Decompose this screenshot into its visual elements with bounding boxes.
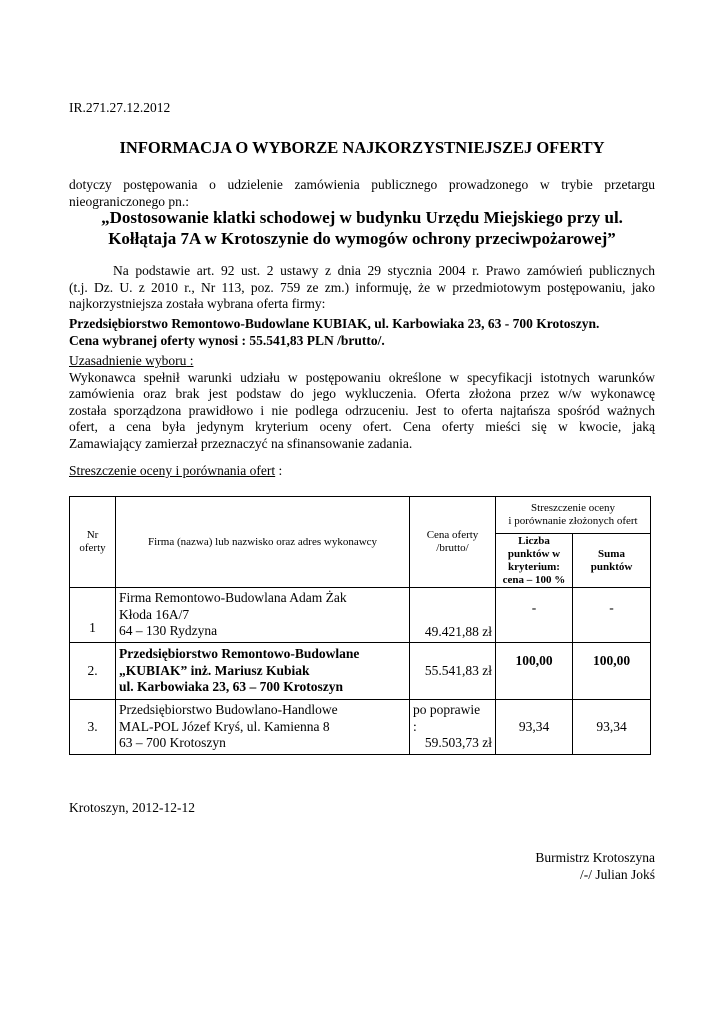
basis-line-3: najkorzystniejsza została wybrana oferta firmy: (69, 296, 326, 312)
table-row (70, 588, 651, 643)
basis-line-1: Na podstawie art. 92 ust. 2 ustawy z dnia 29 stycznia 2004 r. Prawo zamówień publicznych (113, 263, 655, 278)
row-3-points: 93,34 (496, 700, 573, 755)
summary-heading-line (69, 463, 655, 480)
row-2-sum: 100,00 (573, 643, 651, 700)
table-header-row-1 (70, 497, 651, 534)
row-1-points: - (496, 588, 573, 643)
header-price: Cena oferty /brutto/ (410, 497, 496, 588)
table-row (70, 643, 651, 700)
justification-line-4: ofert, a cena była jedynym kryterium oceny ofert. Cena oferty mieści się w kwocie, jaką (69, 419, 655, 435)
justification-line-5: Zamawiający zamierzał przeznaczyć na sfinansowanie zadania. (69, 435, 413, 451)
row-2-points: 100,00 (496, 643, 573, 700)
reference-number: IR.271.27.12.2012 (69, 100, 171, 115)
header-nr: Nr oferty (70, 497, 116, 588)
row-1-firm: Firma Remontowo-Budowlana Adam Żak Kłoda 16A/7 64 – 130 Rydzyna (116, 588, 410, 643)
row-3-nr: 3. (70, 700, 116, 755)
justification-heading: Uzasadnienie wyboru (69, 353, 187, 368)
row-2-price: 55.541,83 zł (410, 643, 496, 700)
legal-basis-paragraph (69, 263, 655, 313)
row-1-nr: 1 (70, 588, 116, 643)
justification-heading-line (69, 353, 655, 370)
winning-price-line: Cena wybranej oferty wynosi : 55.541,83 PLN /brutto/. (69, 332, 385, 348)
header-sum: Suma punktów (573, 534, 651, 588)
intro-line-1: dotyczy postępowania o udzielenie zamówienia publicznego prowadzonego w trybie przetargu (69, 177, 655, 192)
row-1-price: 49.421,88 zł (410, 588, 496, 643)
row-3-firm: Przedsiębiorstwo Budowlano-Handlowe MAL-POL Józef Kryś, ul. Kamienna 8 63 – 700 Krotoszyn (116, 700, 410, 755)
row-2-firm: Przedsiębiorstwo Remontowo-Budowlane „KUBIAK” inż. Mariusz Kubiak ul. Karbowiaka 23, 63 – 700 Krotoszyn (116, 643, 410, 700)
subject-line-1: „Dostosowanie klatki schodowej w budynku Urzędu Miejskiego przy ul. (101, 208, 623, 227)
row-2-nr: 2. (70, 643, 116, 700)
signature-block (535, 850, 655, 884)
winner-line: Przedsiębiorstwo Remontowo-Budowlane KUBIAK, ul. Karbowiaka 23, 63 - 700 Krotoszyn. (69, 316, 600, 331)
signer-name: /-/ Julian Jokś (579, 866, 655, 882)
summary-heading-colon: : (275, 463, 283, 478)
header-points: Liczba punktów w kryterium: cena – 100 % (496, 534, 573, 588)
justification-line-3: została sporządzona prawidłowo i nie podlega odrzuceniu. Jest to oferta najtańsza spośród ważnych (69, 402, 655, 418)
signer-title: Burmistrz Krotoszyna (535, 850, 655, 865)
justification-line-1: Wykonawca spełnił warunki udziału w postępowaniu określone w specyfikacji istotnych warunków (69, 369, 655, 385)
offers-table (69, 496, 651, 755)
winner-paragraph (69, 316, 655, 349)
header-summary: Streszczenie oceny i porównanie złożonych ofert (496, 497, 651, 534)
subject-line-2: Kołłątaja 7A w Krotoszynie do wymogów ochrony przeciwpożarowej” (108, 229, 616, 248)
summary-heading: Streszczenie oceny i porównania ofert (69, 463, 276, 478)
row-3-sum: 93,34 (573, 700, 651, 755)
basis-line-2: (t.j. Dz. U. z 2010 r., Nr 113, poz. 759 ze zm.) informuję, że w przedmiotowym postępowaniu, jako (69, 279, 655, 295)
justification-heading-colon: : (186, 353, 194, 368)
intro-paragraph (69, 177, 655, 210)
document-title: INFORMACJA O WYBORZE NAJKORZYSTNIEJSZEJ OFERTY (119, 138, 605, 157)
justification-line-2: zamówienia oraz brak jest podstaw do jego wykluczenia. Oferta złożona przez w/w wykonawcę (69, 386, 655, 402)
header-firm: Firma (nazwa) lub nazwisko oraz adres wykonawcy (116, 497, 410, 588)
row-3-price: po poprawie : 59.503,73 zł (410, 700, 496, 755)
table-row (70, 700, 651, 755)
intro-line-2: nieograniczonego pn.: (69, 193, 189, 209)
row-1-sum: - (573, 588, 651, 643)
place-and-date: Krotoszyn, 2012-12-12 (69, 800, 195, 815)
procurement-subject (0, 207, 724, 249)
justification-section (69, 353, 655, 453)
